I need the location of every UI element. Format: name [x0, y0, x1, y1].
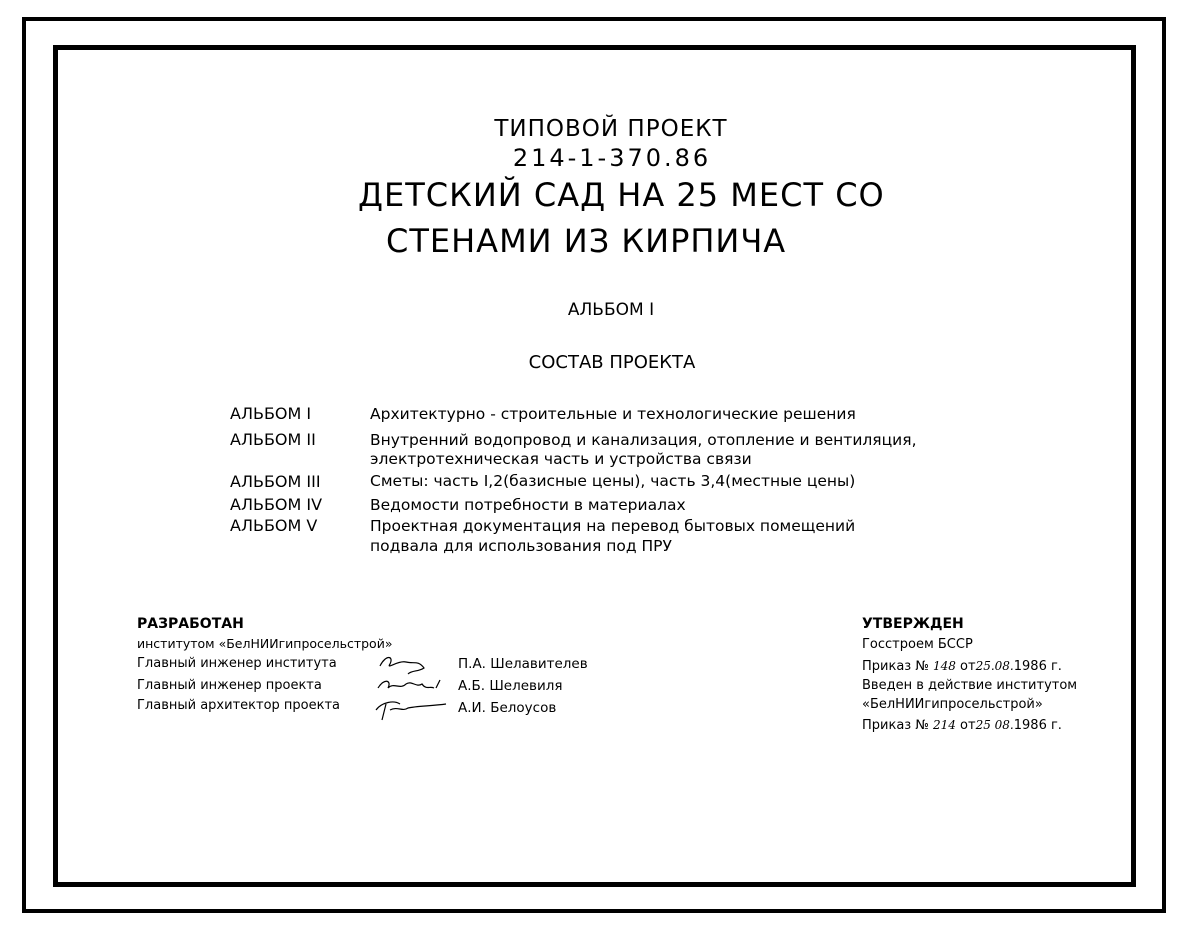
album-4-desc: Ведомости потребности в материалах: [370, 496, 686, 514]
composition-title: СОСТАВ ПРОЕКТА: [528, 352, 696, 373]
album-2-desc: Внутренний водопровод и канализация, отопление и вентиляция,: [370, 431, 917, 449]
signature-1: [380, 658, 424, 675]
album-2-name: АЛЬБОМ II: [230, 430, 316, 449]
album-5-name: АЛЬБОМ V: [230, 516, 318, 535]
title-line-2: СТЕНАМИ ИЗ КИРПИЧА: [386, 222, 787, 260]
album-1-desc: Архитектурно - строительные и технологические решения: [370, 405, 856, 423]
developed-institute: институтом «БелНИИгипросельстрой»: [137, 636, 393, 651]
person-chief-architect: А.И. Белоусов: [458, 700, 557, 716]
developed-heading: РАЗРАБОТАН: [137, 616, 244, 632]
title-line-1: ДЕТСКИЙ САД НА 25 МЕСТ СО: [358, 176, 885, 214]
album-4-name: АЛЬБОМ IV: [230, 495, 323, 514]
album-2-desc-2: электротехническая часть и устройства связи: [370, 450, 752, 468]
album-5-desc-2: подвала для использования под ПРУ: [370, 537, 672, 555]
approved-by: Госстроем БССР: [862, 637, 973, 652]
album-3-desc: Сметы: часть I,2(базисные цены), часть 3,4(местные цены): [370, 472, 856, 490]
album-5-desc: Проектная документация на перевод бытовых помещений: [370, 517, 856, 535]
role-chief-architect: Главный архитектор проекта: [137, 698, 340, 713]
album-label: АЛЬБОМ I: [567, 300, 655, 320]
role-chief-engineer-project: Главный инженер проекта: [137, 678, 322, 693]
approved-heading: УТВЕРЖДЕН: [862, 616, 964, 632]
signature-2: [378, 680, 440, 688]
person-chief-engineer-project: А.Б. Шелевиля: [458, 678, 563, 694]
signatures: [372, 650, 452, 726]
enacted-by-line: Введен в действие институтом: [862, 678, 1078, 693]
approval-order-2: Приказ № 214 от25 08.1986 г.: [862, 718, 1062, 733]
signature-3: [376, 702, 446, 720]
project-number: 214-1-370.86: [512, 144, 712, 172]
album-1-name: АЛЬБОМ I: [230, 404, 312, 423]
project-type: ТИПОВОЙ ПРОЕКТ: [494, 116, 728, 142]
enacted-by-institute: «БелНИИгипросельстрой»: [862, 697, 1043, 712]
approval-order-1: Приказ № 148 от25.08.1986 г.: [862, 659, 1062, 674]
person-chief-engineer-institute: П.А. Шелавителев: [458, 656, 588, 672]
album-3-name: АЛЬБОМ III: [230, 472, 321, 491]
role-chief-engineer-institute: Главный инженер института: [137, 656, 337, 671]
